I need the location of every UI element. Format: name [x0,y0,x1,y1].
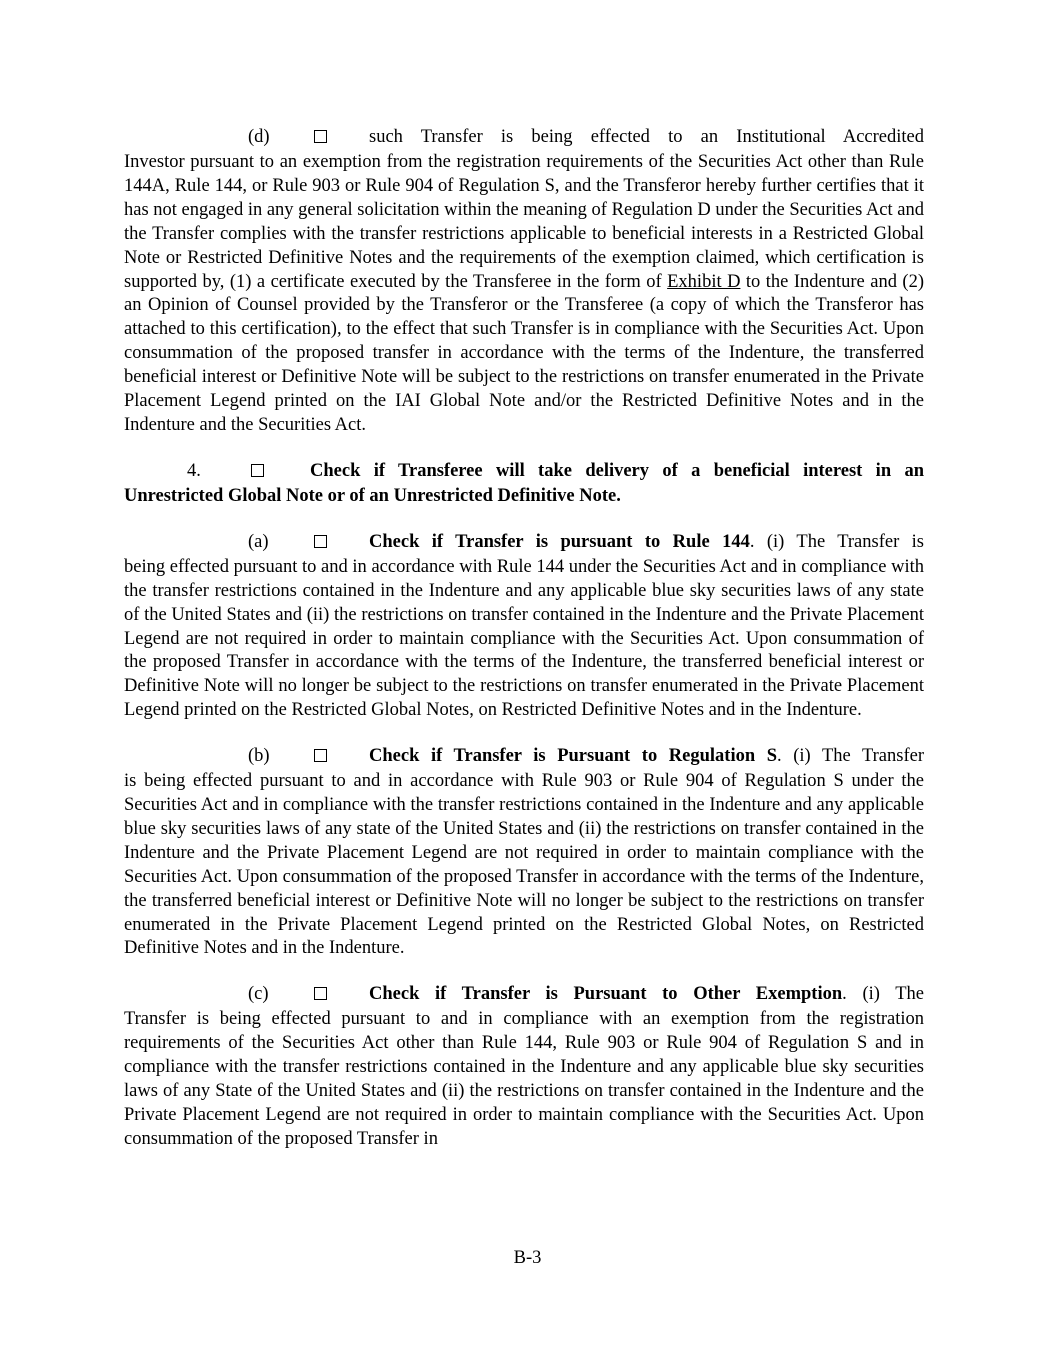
paragraph-b-heading: Check if Transfer is Pursuant to Regulation S [369,746,778,767]
paragraph-c-text: Transfer is being effected pursuant to and in compliance with an exemption from the registration requirements of the Securities Act other than Rule 144, Rule 903 or Rule 904 of Regulation S and in compliance with the transfer restrictions contained in the Indenture and any applicable blue sky securities laws of any State of the United States and (ii) the restrictions on transfer contained in the Indenture and the Private Placement Legend are not required in order to maintain compliance with the Securities Act. Upon consummation of the proposed Transfer in [124,1009,924,1149]
paragraph-c-label: (c) [248,984,269,1005]
section-4-heading-cont: Unrestricted Global Note or of an Unrestricted Definitive Note. [124,485,621,506]
paragraph-b-first-text [369,743,924,770]
paragraph-d-text [124,151,924,438]
paragraph-a-heading: Check if Transfer is pursuant to Rule 144 [369,531,750,552]
paragraph-b-label: (b) [248,746,270,767]
document-body [124,124,924,1152]
paragraph-a-first-text [369,529,924,556]
section-4 [124,458,924,509]
paragraph-a-first-line [124,529,924,556]
paragraph-b [124,743,924,961]
paragraph-c-heading: Check if Transfer is Pursuant to Other Exemption [369,984,843,1005]
paragraph-c [124,981,924,1151]
page-number: B-3 [513,1248,542,1268]
paragraph-d-first-text: such Transfer is being effected to an Institutional Accredited [369,127,924,147]
paragraph-d-text-b: to the Indenture and (2) an Opinion of Counsel provided by the Transferor or the Transferee (a copy of which the Transferor has attached to this certification), to the effect that such Transfer is in compliance with the Securities Act. Upon consummation of the proposed transfer in accordance with the terms of the Indenture, the transferred beneficial interest or Definitive Note will be subject to the restrictions on transfer enumerated in the Private Placement Legend printed on the IAI Global Note and/or the Restricted Definitive Notes and in the Indenture and the Securities Act. [124,271,924,435]
paragraph-d-text-a: Investor pursuant to an exemption from the registration requirements of the Securities Act other than Rule 144A, Rule 144, or Rule 903 or Rule 904 of Regulation S, and the Transferor hereby further certifies that it has not engaged in any general solicitation within the meaning of Regulation D under the Securities Act and the Transfer complies with the transfer restrictions applicable to beneficial interests in a Restricted Global Note or Restricted Definitive Notes and the requirements of the exemption claimed, which certification is supported by, (1) a certificate executed by the Transferee in the form of [124,152,924,292]
exhibit-d-link: Exhibit D [667,271,741,292]
section-4-label: 4. [187,460,201,481]
paragraph-d-first-line [124,124,924,151]
paragraph-d-label: (d) [248,127,270,147]
checkbox-a[interactable] [314,535,327,548]
checkbox-c[interactable] [314,987,327,1000]
checkbox-d[interactable] [314,130,327,143]
checkbox-b[interactable] [314,749,327,762]
paragraph-a-label: (a) [248,531,269,552]
paragraph-a-text: being effected pursuant to and in accordance with Rule 144 under the Securities Act and in compliance with the transfer restrictions contained in the Indenture and any applicable blue sky securities laws of any state of the United States and (ii) the restrictions on transfer contained in the Indenture and the Private Placement Legend are not required in order to maintain compliance with the Securities Act. Upon consummation of the proposed Transfer in accordance with the terms of the Indenture, the transferred beneficial interest or Definitive Note will no longer be subject to the restrictions on transfer enumerated in the Private Placement Legend printed on the Restricted Global Notes, on Restricted Definitive Notes and in the Indenture. [124,556,924,721]
section-4-heading: Check if Transferee will take delivery of a beneficial interest in an [310,460,924,481]
paragraph-c-first-line [124,981,924,1008]
paragraph-d [124,124,924,438]
paragraph-b-text: is being effected pursuant to and in accordance with Rule 903 or Rule 904 of Regulation S under the Securities Act and in compliance with the transfer restrictions contained in the Indenture and any applicable blue sky securities laws of any state of the United States and (ii) the restrictions on transfer contained in the Indenture and the Private Placement Legend are not required in order to maintain compliance with the Securities Act. Upon consummation of the proposed Transfer in accordance with the terms of the Indenture, the transferred beneficial interest or Definitive Note will no longer be subject to the restrictions on transfer enumerated in the Private Placement Legend printed on the Restricted Global Notes, on Restricted Definitive Notes and in the Indenture. [124,771,924,959]
paragraph-b-first-tail: . (i) The Transfer [777,746,924,767]
checkbox-4[interactable] [251,464,264,477]
paragraph-c-first-tail: . (i) The [842,984,924,1005]
paragraph-a-first-tail: . (i) The Transfer is [749,531,924,552]
paragraph-b-first-line [124,743,924,770]
paragraph-a [124,529,924,723]
section-4-first-line [124,458,924,485]
paragraph-c-first-text [369,981,924,1008]
